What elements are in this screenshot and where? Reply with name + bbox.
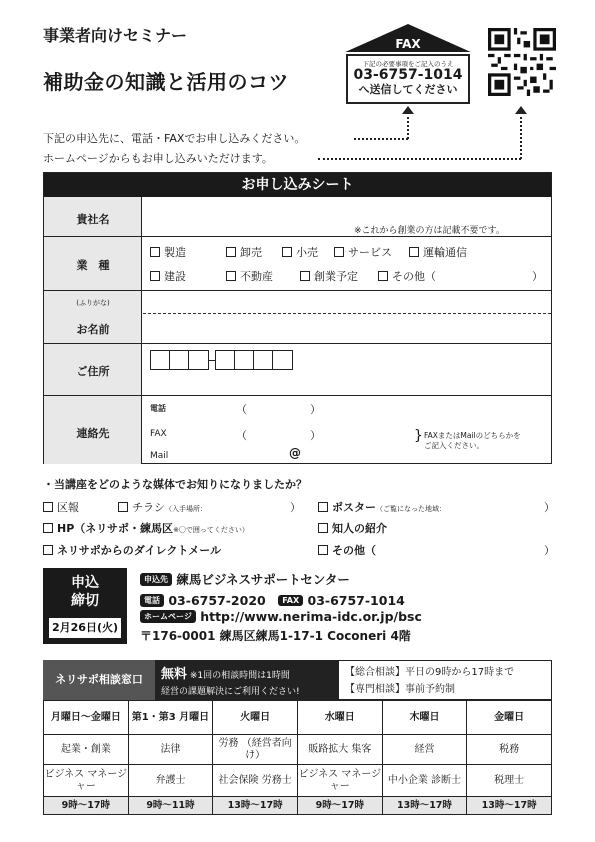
poster-close: ）	[544, 501, 555, 514]
hp-tag: ホームページ	[140, 610, 196, 623]
contact-note	[424, 431, 521, 451]
checkbox-icon	[318, 502, 328, 512]
row-divider	[44, 395, 551, 396]
option-note: （ご覧になった地域：	[376, 505, 446, 513]
consult-band: ネリサポ相談窓口	[43, 660, 155, 700]
time-cell: 9時〜11時	[128, 797, 213, 815]
survey-option-chirashi[interactable]	[118, 499, 207, 515]
seminar-title: 補助金の知識と活用のコツ	[43, 70, 289, 94]
url-line	[140, 609, 422, 624]
consult-hours-line1: 【総合相談】平日の9時から17時まで	[345, 667, 515, 678]
dotted-arrow-fax	[407, 112, 409, 139]
consult-free-line1: ※1回の相談時間は1時間	[189, 671, 290, 681]
time-cell: 9時〜17時	[297, 797, 382, 815]
apply-to-line	[140, 570, 350, 588]
checkbox-icon	[226, 271, 236, 281]
dotted-leader-qr	[318, 158, 521, 160]
expert-cell: 社会保険 労務士	[213, 765, 298, 797]
name-field[interactable]	[143, 314, 551, 342]
survey-option-hp[interactable]	[43, 520, 249, 536]
phone-label: 電話	[150, 404, 166, 413]
other-close: ）	[544, 544, 555, 557]
dotted-arrow-qr	[520, 112, 522, 159]
industry-checkbox-transport[interactable]	[409, 244, 467, 260]
deadline-date: 2月26日(火)	[49, 618, 121, 638]
industry-checkbox-other[interactable]	[378, 268, 436, 284]
checkbox-icon	[409, 247, 419, 257]
survey-option-kouhou[interactable]	[43, 499, 79, 515]
industry-checkbox-wholesale[interactable]	[226, 244, 262, 260]
fax-number: 03-6757-1014	[353, 67, 463, 83]
contact-note-line: ご記入ください。	[424, 441, 484, 450]
company-note: ※これから創業の方は記載不要です。	[354, 226, 505, 236]
industry-checkbox-construction[interactable]	[150, 268, 186, 284]
seminar-subtitle: 事業者向けセミナー	[43, 26, 188, 45]
at-icon: @	[289, 446, 301, 460]
checkbox-icon	[378, 271, 388, 281]
address-field[interactable]	[143, 373, 551, 394]
option-label: 不動産	[240, 270, 273, 283]
consult-schedule-table	[43, 700, 552, 815]
fax-tag: FAX	[278, 595, 303, 606]
day-cell: 金曜日	[467, 701, 552, 735]
schedule-time-row	[44, 797, 552, 815]
day-cell: 第1・第3 月曜日	[128, 701, 213, 735]
industry-checkbox-realestate[interactable]	[226, 268, 273, 284]
option-label: 製造	[164, 246, 186, 259]
checkbox-icon	[318, 523, 328, 533]
time-cell: 9時〜17時	[44, 797, 129, 815]
schedule-expert-row	[44, 765, 552, 797]
consult-free-title: 無料	[161, 667, 188, 682]
checkbox-icon	[226, 247, 236, 257]
option-label: 小売	[296, 246, 318, 259]
category-cell: 販路拡大 集客	[297, 735, 382, 765]
row-divider	[44, 343, 551, 344]
deadline-title	[43, 574, 127, 610]
arrow-up-icon	[515, 106, 527, 114]
deadline-title-line: 締切	[71, 593, 99, 609]
checkbox-icon	[118, 502, 128, 512]
industry-checkbox-service[interactable]	[334, 244, 392, 260]
apply-tag: 申込先	[140, 573, 172, 586]
checkbox-icon	[150, 271, 160, 281]
checkbox-icon	[334, 247, 344, 257]
tel-fax-line	[140, 591, 405, 609]
expert-cell: 中小企業 診断士	[382, 765, 467, 797]
company-label: 貴社名	[76, 213, 110, 226]
schedule-category-row	[44, 735, 552, 765]
deadline-badge	[43, 568, 127, 644]
fax-callout	[343, 24, 473, 106]
contact-note-line: FAXまたはMailのどちらかを	[424, 431, 521, 440]
phone-paren-close: ）	[310, 403, 321, 416]
option-label: その他（	[392, 270, 436, 283]
address-label: ご住所	[76, 365, 110, 378]
industry-other-close: ）	[532, 270, 543, 283]
expert-cell: ビジネス マネージャー	[44, 765, 129, 797]
consult-hours-line2: 【専門相談】事前予約制	[345, 684, 455, 695]
checkbox-icon	[150, 247, 160, 257]
chirashi-close: ）	[290, 501, 301, 514]
day-cell: 木曜日	[382, 701, 467, 735]
name-label: お名前	[76, 323, 110, 336]
option-note: ※〇で囲ってください）	[173, 526, 249, 534]
form-title: お申し込みシート	[44, 173, 551, 197]
org-name: 練馬ビジネスサポートセンター	[176, 572, 350, 587]
option-label: ネリサポからのダイレクトメール	[57, 544, 222, 557]
row-divider	[44, 236, 551, 237]
category-cell: 経営	[382, 735, 467, 765]
industry-checkbox-startup[interactable]	[300, 268, 358, 284]
consult-hours	[338, 660, 552, 700]
fax-label: FAX	[395, 37, 421, 51]
brace-icon: }	[414, 428, 423, 444]
checkbox-icon	[43, 502, 53, 512]
fax-paren-close: ）	[310, 429, 321, 442]
option-label: 区報	[57, 501, 79, 514]
option-label: その他（	[332, 544, 376, 557]
address-text: 〒176-0001 練馬区練馬1-17-1 Coconeri 4階	[140, 629, 411, 643]
fax-note: 下記の必要事項をご記入のうえ	[362, 60, 454, 68]
option-label: 建設	[164, 270, 186, 283]
option-label: 知人の紹介	[332, 522, 387, 535]
expert-cell: 税理士	[467, 765, 552, 797]
website-link[interactable]: http://www.nerima-idc.or.jp/bsc	[200, 609, 422, 624]
phone-field[interactable]	[174, 399, 404, 417]
furigana-label: (ふりがな)	[76, 299, 110, 307]
consult-free-box	[155, 660, 338, 700]
industry-label: 業 種	[76, 259, 110, 272]
checkbox-icon	[318, 545, 328, 555]
consult-free-line2: 経営の課題解決にご利用ください!	[161, 687, 300, 697]
option-label: 運輸通信	[423, 246, 467, 259]
intro-line-1: 下記の申込先に、電話・FAXでお申し込みください。	[43, 132, 306, 145]
option-note: （入手場所：	[165, 505, 207, 513]
checkbox-icon	[43, 523, 53, 533]
time-cell: 13時〜17時	[382, 797, 467, 815]
checkbox-icon	[43, 545, 53, 555]
category-cell: 税務	[467, 735, 552, 765]
fax-field[interactable]	[174, 425, 404, 443]
application-form	[43, 172, 552, 464]
survey-option-intro[interactable]	[318, 520, 387, 536]
option-label: HP（ネリサポ・練馬区	[57, 522, 174, 535]
category-cell: 労務 （経営者向け）	[213, 735, 298, 765]
arrow-up-icon	[402, 106, 414, 114]
fax-number-contact: 03-6757-1014	[307, 593, 405, 608]
deadline-title-line: 申込	[71, 575, 99, 591]
day-cell: 月曜日〜金曜日	[44, 701, 129, 735]
day-cell: 火曜日	[213, 701, 298, 735]
expert-cell: ビジネス マネージャー	[297, 765, 382, 797]
expert-cell: 弁護士	[128, 765, 213, 797]
industry-checkbox-retail[interactable]	[282, 244, 318, 260]
survey-question: ・当講座をどのような媒体でお知りになりましたか？	[43, 478, 307, 491]
survey-option-direct-mail[interactable]	[43, 542, 221, 558]
fax-field-label: FAX	[150, 429, 167, 439]
mail-label: Mail	[150, 451, 169, 461]
option-label: ポスター	[332, 501, 376, 514]
fax-send-text: へ送信してください	[358, 83, 458, 96]
survey-option-other[interactable]	[318, 542, 376, 558]
mail-field[interactable]	[174, 445, 404, 463]
dotted-leader-fax	[354, 138, 408, 140]
survey-option-poster[interactable]	[318, 499, 446, 515]
industry-checkbox-manufacturing[interactable]	[150, 244, 186, 260]
option-label: チラシ	[132, 501, 165, 514]
tel-number: 03-6757-2020	[168, 593, 266, 608]
day-cell: 水曜日	[297, 701, 382, 735]
qr-code[interactable]	[488, 28, 556, 96]
contact-label: 連絡先	[76, 427, 110, 440]
time-cell: 13時〜17時	[467, 797, 552, 815]
option-label: 創業予定	[314, 270, 358, 283]
fax-paren-open: （	[236, 429, 247, 442]
schedule-days-row	[44, 701, 552, 735]
phone-paren-open: （	[236, 403, 247, 416]
option-label: 卸売	[240, 246, 262, 259]
postal-code-boxes[interactable]	[150, 350, 293, 370]
fax-callout-body	[346, 54, 470, 104]
category-cell: 起業・創業	[44, 735, 129, 765]
checkbox-icon	[282, 247, 292, 257]
category-cell: 法律	[128, 735, 213, 765]
furigana-field[interactable]	[143, 291, 551, 313]
time-cell: 13時〜17時	[213, 797, 298, 815]
checkbox-icon	[300, 271, 310, 281]
intro-line-2: ホームページからもお申し込みいただけます。	[43, 152, 273, 165]
tel-tag: 電話	[140, 594, 164, 607]
option-label: サービス	[348, 246, 392, 259]
